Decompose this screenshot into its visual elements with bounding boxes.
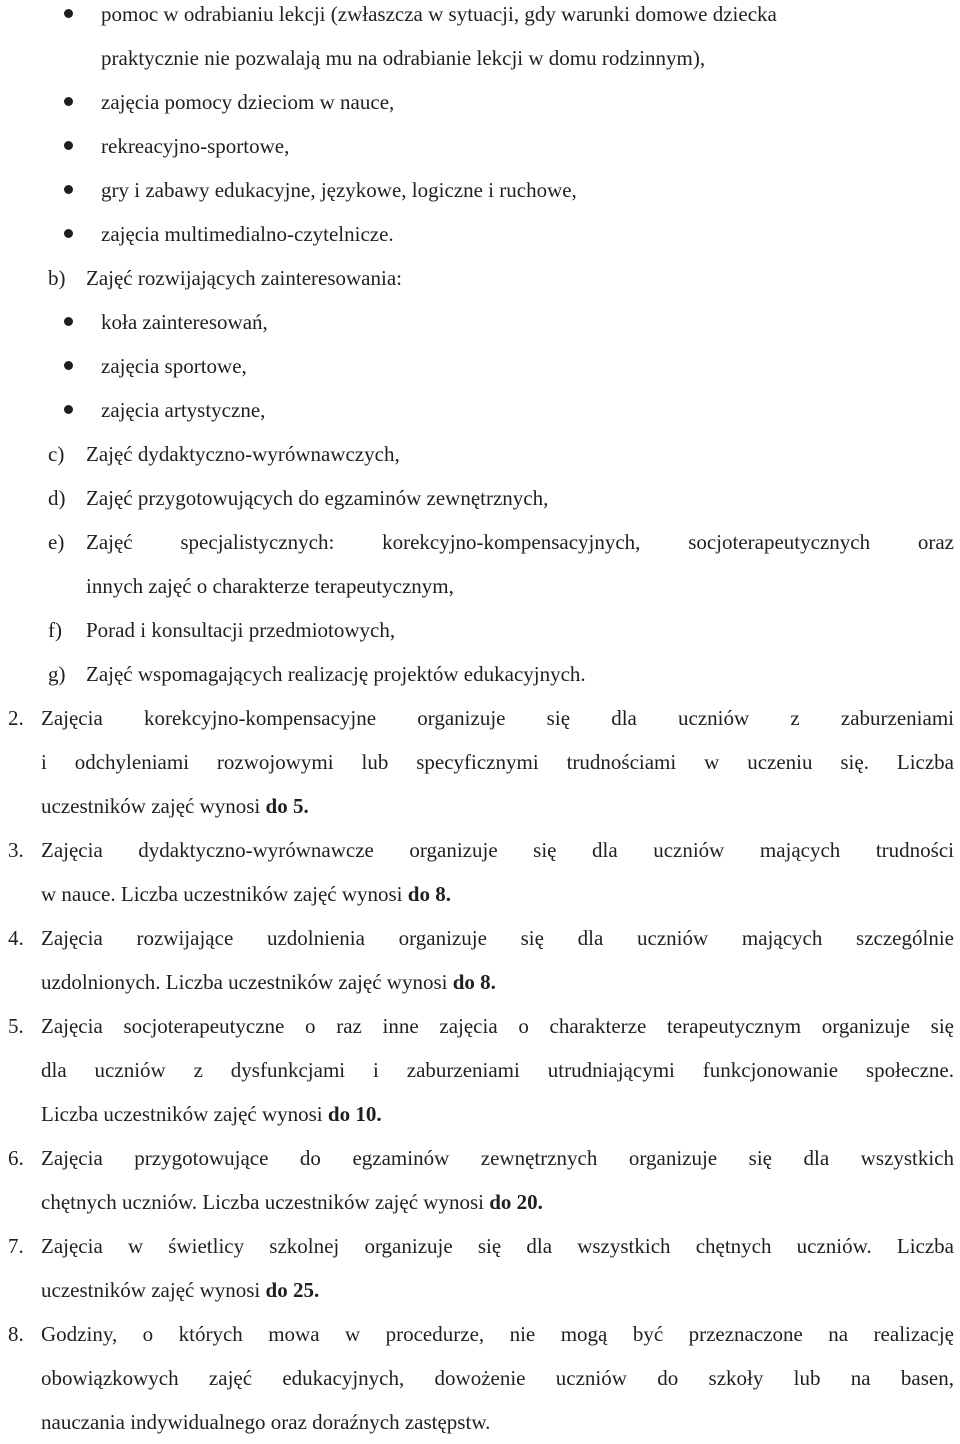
item-5-line3-text: Liczba uczestników zajęć wynosi xyxy=(41,1102,323,1126)
item-2-line1: Zajęcia korekcyjno-kompensacyjne organizuje się dla uczniów z zaburzeniami xyxy=(41,706,954,730)
item-5-line3 xyxy=(41,1101,382,1127)
item-8-line1: Godziny, o których mowa w procedurze, nie mogą być przeznaczone na realizację xyxy=(41,1322,954,1346)
item-3-number: 3. xyxy=(8,838,24,862)
item-3-line1: Zajęcia dydaktyczno-wyrównawcze organizuje się dla uczniów mających trudności xyxy=(41,838,954,862)
letter-b-text: Zajęć rozwijających zainteresowania: xyxy=(86,266,402,290)
bullet-a1-line2: praktycznie nie pozwalają mu na odrabianie lekcji w domu rodzinnym), xyxy=(101,46,706,70)
bullet-a3: rekreacyjno-sportowe, xyxy=(101,134,290,158)
bullet-a4: gry i zabawy edukacyjne, językowe, logiczne i ruchowe, xyxy=(101,178,577,202)
letter-g-marker: g) xyxy=(48,662,66,686)
item-4-number: 4. xyxy=(8,926,24,950)
item-2-number: 2. xyxy=(8,706,24,730)
item-4-line2 xyxy=(41,969,496,995)
item-3-limit: do 8. xyxy=(407,882,451,906)
item-4-limit: do 8. xyxy=(452,970,496,994)
item-6-line2 xyxy=(41,1189,543,1215)
letter-f-text: Porad i konsultacji przedmiotowych, xyxy=(86,618,396,642)
item-7-line2-text: uczestników zajęć wynosi xyxy=(41,1278,261,1302)
item-7-line1: Zajęcia w świetlicy szkolnej organizuje się dla wszystkich chętnych uczniów. Liczba xyxy=(41,1234,954,1258)
item-5-line2: dla uczniów z dysfunkcjami i zaburzeniami utrudniającymi funkcjonowanie społeczne. xyxy=(41,1058,954,1082)
item-5-number: 5. xyxy=(8,1014,24,1038)
item-7-limit: do 25. xyxy=(265,1278,320,1302)
item-3-line2 xyxy=(41,881,451,907)
bullet-icon xyxy=(64,405,73,414)
letter-e-line1: Zajęć specjalistycznych: korekcyjno-kompensacyjnych, socjoterapeutycznych oraz xyxy=(86,530,954,554)
bullet-b1: koła zainteresowań, xyxy=(101,310,268,334)
item-3-line2-text: w nauce. Liczba uczestników zajęć wynosi xyxy=(41,882,403,906)
item-8-line2: obowiązkowych zajęć edukacyjnych, dowożenie uczniów do szkoły lub na basen, xyxy=(41,1366,954,1390)
item-2-line3-text: uczestników zajęć wynosi xyxy=(41,794,261,818)
item-5-line1: Zajęcia socjoterapeutyczne o raz inne zajęcia o charakterze terapeutycznym organizuje się xyxy=(41,1014,954,1038)
letter-g-text: Zajęć wspomagających realizację projektów edukacyjnych. xyxy=(86,662,586,686)
item-8-number: 8. xyxy=(8,1322,24,1346)
bullet-icon xyxy=(64,9,73,18)
item-4-line2-text: uzdolnionych. Liczba uczestników zajęć wynosi xyxy=(41,970,448,994)
item-4-line1: Zajęcia rozwijające uzdolnienia organizuje się dla uczniów mających szczególnie xyxy=(41,926,954,950)
item-7-number: 7. xyxy=(8,1234,24,1258)
item-8-line3: nauczania indywidualnego oraz doraźnych zastępstw. xyxy=(41,1410,491,1434)
bullet-icon xyxy=(64,97,73,106)
bullet-a5: zajęcia multimedialno-czytelnicze. xyxy=(101,222,394,246)
letter-e-marker: e) xyxy=(48,530,65,554)
bullet-a2: zajęcia pomocy dzieciom w nauce, xyxy=(101,90,395,114)
item-2-limit: do 5. xyxy=(265,794,309,818)
bullet-icon xyxy=(64,229,73,238)
item-6-limit: do 20. xyxy=(489,1190,543,1214)
letter-d-text: Zajęć przygotowujących do egzaminów zewnętrznych, xyxy=(86,486,549,510)
letter-f-marker: f) xyxy=(48,618,62,642)
item-5-limit: do 10. xyxy=(327,1102,382,1126)
bullet-a1-line1: pomoc w odrabianiu lekcji (zwłaszcza w sytuacji, gdy warunki domowe dziecka xyxy=(101,2,777,26)
bullet-icon xyxy=(64,317,73,326)
bullet-b3: zajęcia artystyczne, xyxy=(101,398,266,422)
letter-b-marker: b) xyxy=(48,266,66,290)
item-6-line1: Zajęcia przygotowujące do egzaminów zewnętrznych organizuje się dla wszystkich xyxy=(41,1146,954,1170)
item-2-line2: i odchyleniami rozwojowymi lub specyficznymi trudnościami w uczeniu się. Liczba xyxy=(41,750,954,774)
bullet-icon xyxy=(64,141,73,150)
letter-d-marker: d) xyxy=(48,486,66,510)
item-2-line3 xyxy=(41,793,309,819)
letter-c-marker: c) xyxy=(48,442,65,466)
bullet-icon xyxy=(64,185,73,194)
letter-e-line2: innych zajęć o charakterze terapeutycznym, xyxy=(86,574,454,598)
bullet-icon xyxy=(64,361,73,370)
letter-c-text: Zajęć dydaktyczno-wyrównawczych, xyxy=(86,442,400,466)
item-6-number: 6. xyxy=(8,1146,24,1170)
item-6-line2-text: chętnych uczniów. Liczba uczestników zajęć wynosi xyxy=(41,1190,484,1214)
bullet-b2: zajęcia sportowe, xyxy=(101,354,247,378)
item-7-line2 xyxy=(41,1277,319,1303)
